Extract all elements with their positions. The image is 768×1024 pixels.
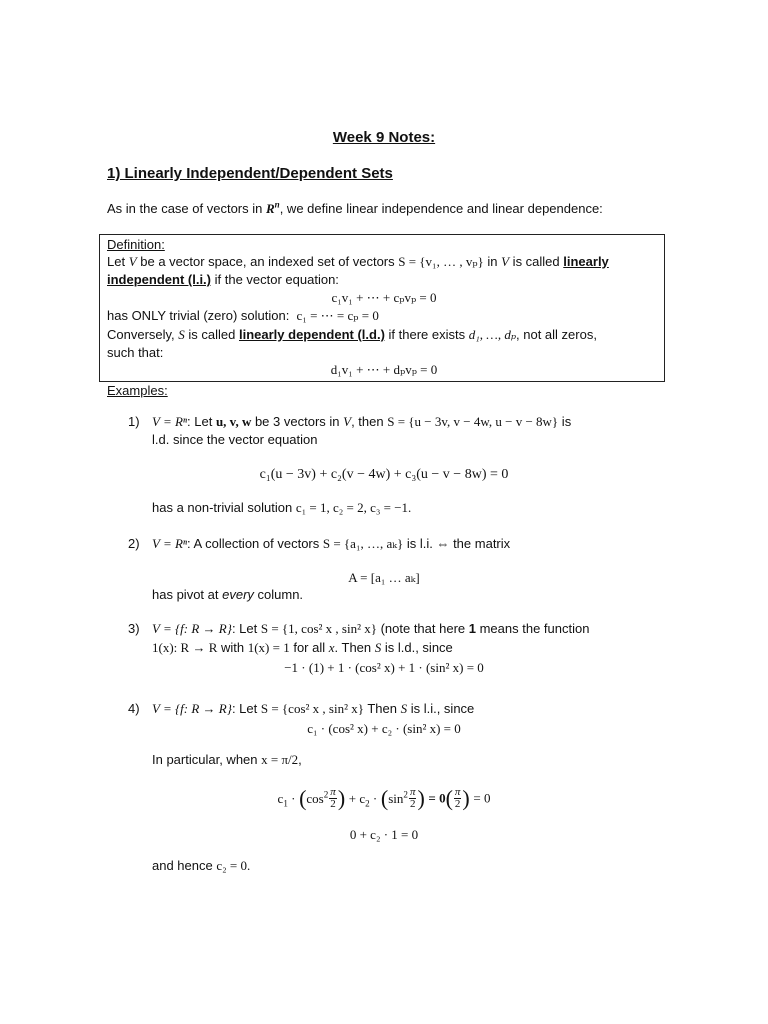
ex4-text: : Let — [231, 701, 261, 716]
ex3-text: : Let — [231, 621, 261, 636]
ex1-text: : Let — [187, 414, 216, 429]
ex3-text: for all — [289, 640, 329, 655]
ex1-set: S = {u − 3v, v − 4w, u − v − 8w} — [387, 414, 559, 429]
ex4-eq: c₁ · (cos² x) + c₂ · (sin² x) = 0 — [307, 721, 461, 736]
example-1-solution — [152, 499, 411, 517]
ex4-c1: $c_1$ · — [277, 790, 296, 809]
example-2-line-1 — [152, 535, 510, 553]
def-text: Conversely, — [107, 327, 179, 342]
def-text: is called — [509, 254, 564, 269]
ex2-text: has pivot at — [152, 587, 223, 602]
ex1-text: is — [558, 414, 572, 429]
example-3-line-2 — [152, 639, 453, 657]
intro-paragraph — [107, 200, 603, 218]
ex4-close-paren-1: ) — [337, 785, 346, 811]
ex3-text: means the function — [475, 621, 590, 636]
def-symbol-s: S — [178, 327, 185, 342]
example-3-line-1 — [152, 620, 589, 638]
ex4-plus-c2: + $c_2$ · — [348, 790, 378, 809]
ex1-sol-eq: c₁ = 1, c₂ = 2, c₃ = −1. — [295, 500, 412, 515]
def-text: such that: — [107, 345, 164, 360]
example-4-line-1 — [152, 700, 474, 718]
ex4-open-paren-2: ( — [380, 785, 389, 811]
ex3-eq: −1 · (1) + 1 · (cos² x) + 1 · (sin² x) = 0 — [284, 660, 484, 675]
ex4-frac-2-den: 2 — [409, 798, 416, 811]
ex4-close-paren-3: ) — [462, 785, 470, 811]
ex3-text: with — [217, 640, 248, 655]
ex3-space: V = {f: R → R} — [152, 621, 232, 636]
def-trivial-eq: c₁ = ⋯ = cₚ = 0 — [296, 308, 379, 323]
example-3-equation — [0, 659, 768, 677]
ex1-text: , then — [351, 414, 388, 429]
ex3-s: S — [374, 640, 382, 655]
ex2-text: column. — [253, 587, 304, 602]
ex4-frac-3-num: π — [454, 786, 461, 799]
ex4-sin-sq: $\sin^2$ — [388, 789, 408, 806]
ex4-frac-1-num: π — [330, 786, 336, 799]
ex1-symbol-v: V — [343, 414, 352, 429]
section-heading: 1) Linearly Independent/Dependent Sets — [107, 165, 393, 182]
example-2-number: 2) — [128, 536, 140, 551]
ex4-space: V = {f: R → R} — [152, 701, 232, 716]
ex2-space: V = Rⁿ — [152, 536, 188, 551]
intro-text-end: , we define linear independence and linear dependence: — [279, 201, 603, 216]
ex4-text: and hence — [152, 858, 217, 873]
example-1-line-1 — [152, 413, 571, 431]
example-4-number: 4) — [128, 701, 140, 716]
ex4-frac-3 — [454, 787, 462, 810]
def-text: be a vector space, an indexed set of vectors — [136, 254, 399, 269]
ex3-func-val: 1(x) = 1 — [247, 640, 290, 655]
ex4-cos-sq: $\cos^2$ — [306, 789, 329, 806]
ex1-text: be 3 vectors in — [251, 414, 344, 429]
def-eq-2: d₁v₁ + ⋯ + dₚvₚ = 0 — [330, 362, 438, 377]
ex4-frac-1-den: 2 — [330, 798, 336, 811]
ex3-one: 1 — [468, 621, 476, 636]
def-text: in — [483, 254, 502, 269]
ex4-close-paren-2: ) — [417, 785, 425, 811]
ex4-particular-eq: x = π/2 — [261, 752, 299, 767]
example-1-line-2: l.d. since the vector equation — [152, 432, 318, 447]
ex1-vectors: u, v, w — [215, 414, 252, 429]
ex3-x: x — [328, 640, 335, 655]
def-text: , not all zeros, — [516, 327, 597, 342]
ex4-text: , — [298, 752, 302, 767]
example-1-equation — [0, 465, 768, 484]
ex4-frac-1 — [329, 787, 337, 810]
ex1-text: has a non-trivial solution — [152, 500, 296, 515]
ex4-eq-zero-bold: = 0 — [428, 790, 446, 806]
intro-space-symbol: R — [265, 201, 275, 216]
ex2-set: S = {a₁, …, aₖ} — [322, 536, 404, 551]
def-eq-1: c₁v₁ + ⋯ + cₚvₚ = 0 — [331, 290, 437, 305]
examples-label — [107, 382, 168, 400]
ex2-matrix: A = [a₁ … aₖ] — [348, 570, 420, 585]
example-1-number: 1) — [128, 414, 140, 429]
ex4-eq-simple: 0 + c₂ · 1 = 0 — [349, 827, 419, 842]
def-text: has ONLY trivial (zero) solution: — [107, 308, 290, 323]
def-symbol-v: V — [128, 254, 137, 269]
ex3-func: 1(x): R → R — [152, 640, 218, 655]
example-4-equation — [0, 720, 768, 738]
example-3-number: 3) — [128, 621, 140, 636]
example-4-conclusion — [152, 857, 250, 875]
examples-label-text: Examples: — [107, 383, 168, 398]
def-text: if there exists — [384, 327, 469, 342]
ex4-eq-zero: = 0 — [473, 790, 491, 806]
ex4-frac-3-den: 2 — [454, 798, 461, 811]
ex1-space: V = Rⁿ — [152, 414, 188, 429]
definition-label-text: Definition: — [107, 237, 165, 252]
def-text: if the vector equation: — [211, 272, 339, 287]
ex4-open-paren-3: ( — [445, 785, 453, 811]
definition-line-1 — [107, 253, 609, 271]
ex4-frac-2-num: π — [409, 786, 416, 799]
def-term-independent: independent (l.i.) — [107, 272, 211, 287]
ex4-open-paren-1: ( — [299, 785, 307, 811]
ex4-s: S — [400, 701, 408, 716]
def-ds: d₁, …, dₚ — [468, 327, 517, 342]
def-term-dependent: linearly dependent (l.d.) — [239, 327, 385, 342]
definition-line-3 — [107, 307, 379, 325]
ex3-set: S = {1, cos² x , sin² x} — [260, 621, 377, 636]
definition-line-2 — [107, 271, 339, 289]
definition-equation-2 — [0, 361, 768, 379]
ex4-hence-eq: c₂ = 0. — [216, 858, 251, 873]
ex4-set: S = {cos² x , sin² x} — [260, 701, 364, 716]
page-title: Week 9 Notes: — [332, 129, 436, 146]
ex2-emphasis: every — [222, 587, 254, 602]
ex4-text: In particular, when — [152, 752, 262, 767]
def-text: Let — [107, 254, 129, 269]
ex3-text: . Then — [334, 640, 375, 655]
example-4-simple-equation — [0, 826, 768, 844]
ex4-frac-2 — [409, 787, 417, 810]
ex2-text: is l.i. ⇔ the matrix — [403, 536, 511, 551]
ex1-eq: c₁(u − 3v) + c₂(v − 4w) + c₃(u − v − 8w) = 0 — [259, 467, 509, 482]
definition-line-4 — [107, 326, 597, 344]
definition-line-5 — [107, 344, 163, 362]
def-text: is called — [184, 327, 239, 342]
def-term-linearly: linearly — [563, 254, 609, 269]
example-4-substituted-equation — [0, 782, 768, 814]
example-4-particular — [152, 751, 302, 769]
def-set-s: S = {v₁, … , vₚ} — [398, 254, 484, 269]
intro-text: As in the case of vectors in — [107, 201, 266, 216]
example-2-matrix — [0, 569, 768, 587]
ex2-text: : A collection of vectors — [187, 536, 323, 551]
intro-space-exponent: n — [274, 199, 280, 210]
ex3-text: (note that here — [376, 621, 469, 636]
ex3-text: is l.d., since — [381, 640, 453, 655]
example-2-pivot — [152, 586, 303, 604]
definition-label — [107, 236, 165, 254]
definition-equation-1 — [0, 289, 768, 307]
ex4-text: is l.i., since — [407, 701, 475, 716]
ex4-text: Then — [363, 701, 401, 716]
def-symbol-v: V — [501, 254, 510, 269]
